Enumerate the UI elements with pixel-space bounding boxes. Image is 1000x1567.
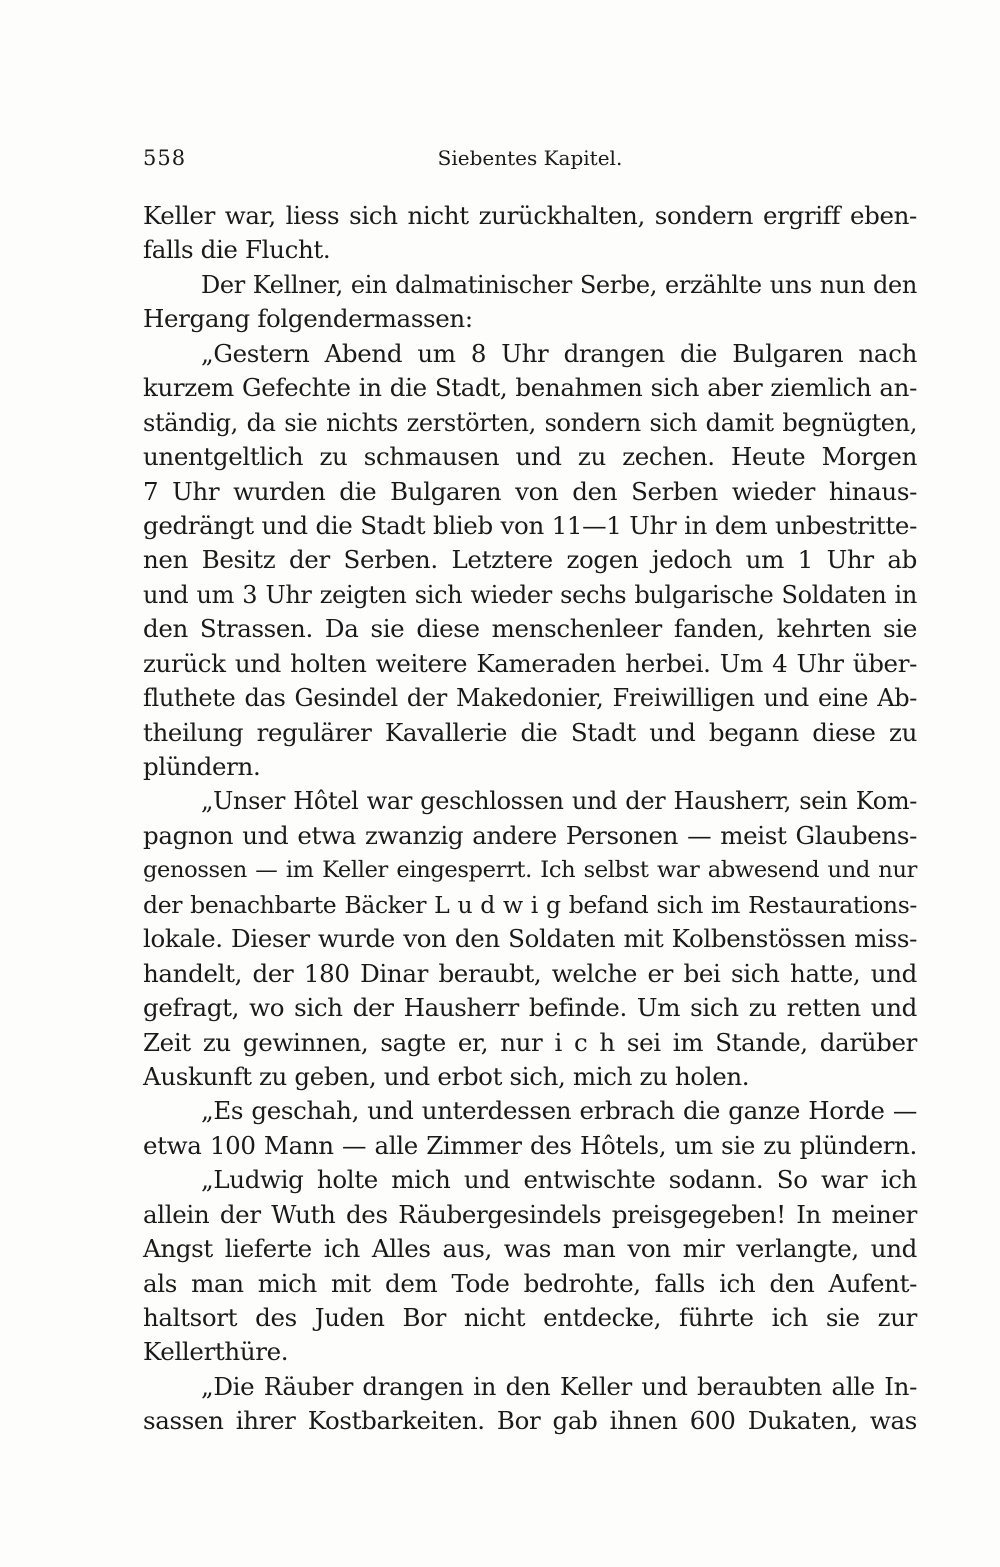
text-line: den Strassen. Da sie diese menschenleer fanden, kehrten sie: [143, 614, 917, 644]
text-line: allein der Wuth des Räubergesindels preisgegeben! In meiner: [143, 1199, 917, 1229]
text-line: etwa 100 Mann — alle Zimmer des Hôtels, um sie zu plündern.: [143, 1130, 917, 1160]
text-line: sassen ihrer Kostbarkeiten. Bor gab ihnen 600 Dukaten, was: [143, 1406, 917, 1436]
text-line: Keller war, liess sich nicht zurückhalten, sondern ergriff eben-: [143, 201, 917, 230]
text-line: gefragt, wo sich der Hausherr befinde. Um sich zu retten und: [143, 993, 917, 1023]
text-line: fluthete das Gesindel der Makedonier, Freiwilligen und eine Ab-: [143, 684, 917, 713]
text-line: genossen — im Keller eingesperrt. Ich selbst war abwesend und nur: [143, 857, 917, 884]
text-line: pagnon und etwa zwanzig andere Personen — meist Glaubens-: [143, 820, 917, 850]
text-line: Der Kellner, ein dalmatinischer Serbe, erzählte uns nun den: [201, 270, 917, 299]
text-line: 7 Uhr wurden die Bulgaren von den Serben wieder hinaus-: [143, 476, 917, 506]
text-line: Zeit zu gewinnen, sagte er, nur i c h sei im Stande, darüber: [143, 1027, 917, 1057]
chapter-title: Siebentes Kapitel.: [437, 146, 623, 170]
text-line: zurück und holten weitere Kameraden herbei. Um 4 Uhr über-: [143, 648, 917, 678]
text-line: „Ludwig holte mich und entwischte sodann. So war ich: [201, 1165, 917, 1195]
text-line: der benachbarte Bäcker L u d w i g befand sich im Restaurations-: [143, 890, 917, 919]
text-line: theilung regulärer Kavallerie die Stadt und begann diese zu: [143, 717, 917, 747]
text-line: „Die Räuber drangen in den Keller und beraubten alle In-: [201, 1371, 917, 1401]
text-line: unentgeltlich zu schmausen und zu zechen. Heute Morgen: [143, 442, 917, 472]
text-line: Angst lieferte ich Alles aus, was man von mir verlangte, und: [143, 1234, 917, 1264]
text-line: haltsort des Juden Bor nicht entdecke, führte ich sie zur: [143, 1303, 917, 1332]
text-line: „Gestern Abend um 8 Uhr drangen die Bulgaren nach: [201, 338, 917, 368]
page-number: 558: [143, 146, 187, 170]
text-line: Hergang folgendermassen:: [143, 304, 473, 334]
text-line: ständig, da sie nichts zerstörten, sondern sich damit begnügten,: [143, 408, 917, 437]
running-head: [143, 146, 917, 176]
text-line: gedrängt und die Stadt blieb von 11—1 Uhr in dem unbestritte-: [143, 510, 917, 540]
text-line: kurzem Gefechte in die Stadt, benahmen sich aber ziemlich an-: [143, 373, 917, 403]
text-line: als man mich mit dem Tode bedrohte, falls ich den Aufent-: [143, 1268, 917, 1298]
text-line: handelt, der 180 Dinar beraubt, welche er bei sich hatte, und: [143, 958, 917, 988]
text-line: lokale. Dieser wurde von den Soldaten mit Kolbenstössen miss-: [143, 924, 917, 954]
text-line: und um 3 Uhr zeigten sich wieder sechs bulgarische Soldaten in: [143, 580, 917, 609]
text-line: „Unser Hôtel war geschlossen und der Hausherr, sein Kom-: [201, 787, 917, 816]
body-text: [143, 199, 917, 1439]
text-line: falls die Flucht.: [143, 235, 331, 265]
text-line: plündern.: [143, 752, 261, 781]
text-line: nen Besitz der Serben. Letztere zogen jedoch um 1 Uhr ab: [143, 545, 917, 575]
text-line: Kellerthüre.: [143, 1337, 289, 1367]
text-line: Auskunft zu geben, und erbot sich, mich zu holen.: [143, 1061, 750, 1091]
text-line: „Es geschah, und unterdessen erbrach die ganze Horde —: [201, 1096, 917, 1126]
